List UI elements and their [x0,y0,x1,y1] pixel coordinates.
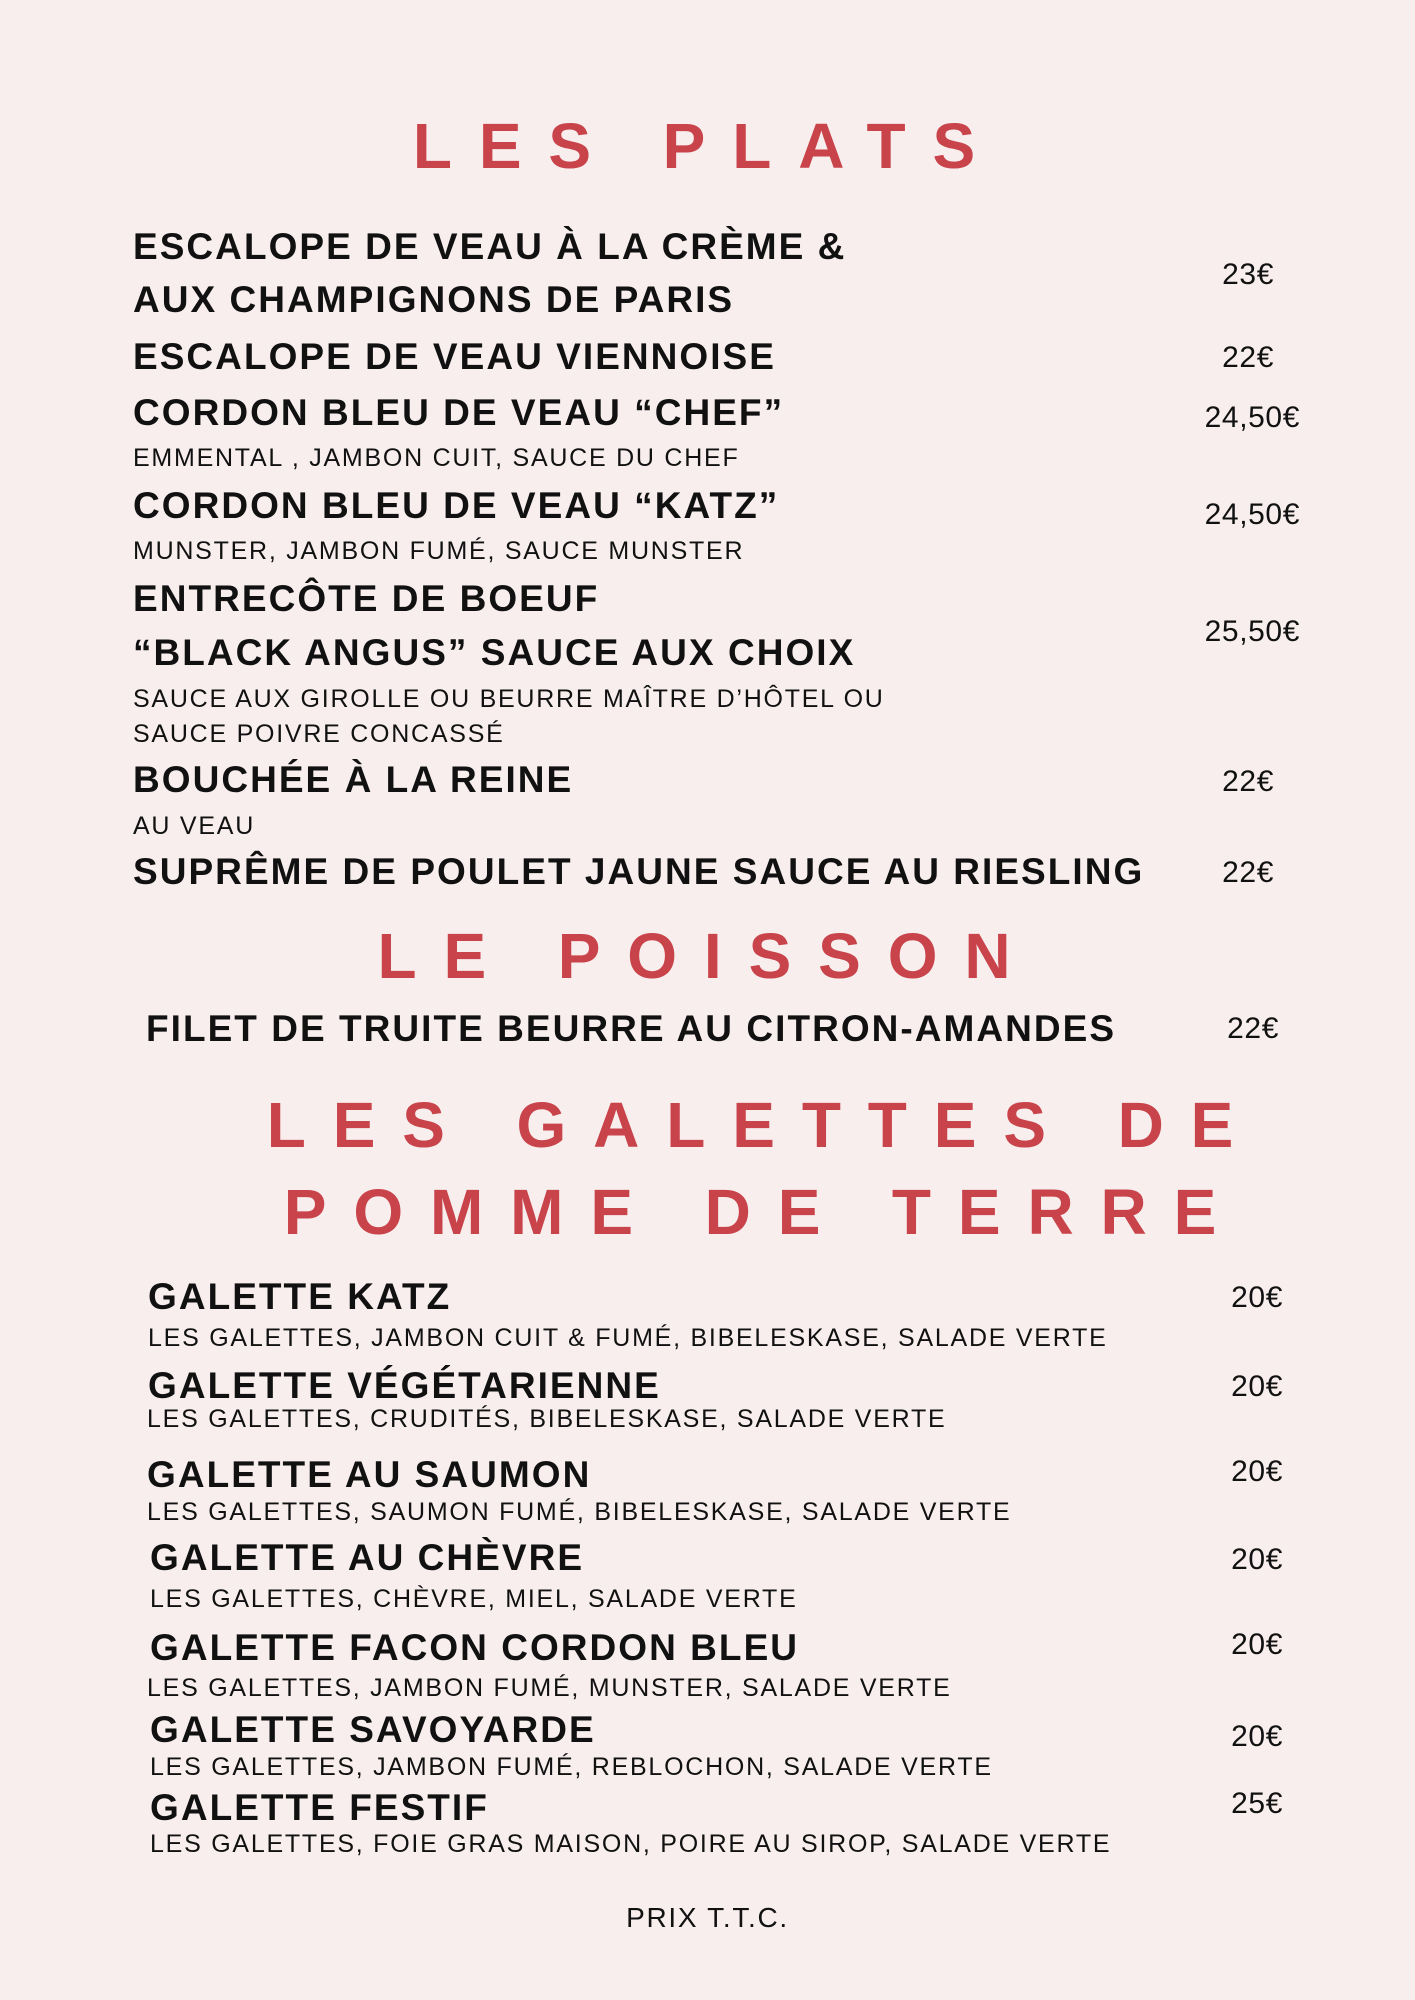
dish-name: CORDON BLEU DE VEAU “CHEF” [133,392,785,433]
dish-name: AUX CHAMPIGNONS DE PARIS [133,279,735,320]
galette-name: GALETTE FESTIF [150,1787,489,1828]
dish-description: AU VEAU [133,812,256,840]
galette-price: 25€ [1231,1787,1283,1820]
dish-price: 22€ [1222,341,1274,374]
dish-description: MUNSTER, JAMBON FUMÉ, SAUCE MUNSTER [133,537,745,565]
dish-price: 22€ [1227,1012,1279,1045]
section-title-galettes-line2: POMME DE TERRE [283,1176,1244,1248]
dish-price: 22€ [1222,765,1274,798]
galette-price: 20€ [1231,1628,1283,1661]
galette-description: LES GALETTES, SAUMON FUMÉ, BIBELESKASE, SALADE VERTE [147,1498,1012,1526]
dish-name: FILET DE TRUITE BEURRE AU CITRON-AMANDES [146,1008,1117,1049]
galette-name: GALETTE FACON CORDON BLEU [150,1627,800,1668]
section-title-poisson: LE POISSON [377,920,1038,992]
galette-name: GALETTE AU SAUMON [147,1454,592,1495]
section-title-plats: LES PLATS [412,110,1003,182]
dish-name: SUPRÊME DE POULET JAUNE SAUCE AU RIESLING [133,851,1145,892]
dish-price: 24,50€ [1204,401,1300,434]
galette-price: 20€ [1231,1543,1283,1576]
galette-description: LES GALETTES, JAMBON FUMÉ, REBLOCHON, SALADE VERTE [150,1753,993,1781]
galette-price: 20€ [1231,1370,1283,1403]
galette-description: LES GALETTES, JAMBON CUIT & FUMÉ, BIBELESKASE, SALADE VERTE [148,1324,1108,1352]
dish-description: EMMENTAL , JAMBON CUIT, SAUCE DU CHEF [133,444,740,472]
dish-name: BOUCHÉE À LA REINE [133,759,574,800]
dish-price: 23€ [1222,258,1274,291]
dish-description: SAUCE AUX GIROLLE OU BEURRE MAÎTRE D’HÔTEL OU [133,685,885,713]
section-title-galettes-line1: LES GALETTES DE [266,1089,1261,1161]
dish-price: 24,50€ [1204,498,1300,531]
footer-prix-ttc: PRIX T.T.C. [626,1902,789,1933]
galette-description: LES GALETTES, CRUDITÉS, BIBELESKASE, SALADE VERTE [147,1405,947,1433]
dish-description: SAUCE POIVRE CONCASSÉ [133,720,505,748]
galette-price: 20€ [1231,1720,1283,1753]
galette-price: 20€ [1231,1455,1283,1488]
galette-description: LES GALETTES, JAMBON FUMÉ, MUNSTER, SALADE VERTE [147,1674,952,1702]
dish-name: ENTRECÔTE DE BOEUF [133,578,600,619]
galette-price: 20€ [1231,1281,1283,1314]
galette-name: GALETTE AU CHÈVRE [150,1537,585,1578]
dish-name: CORDON BLEU DE VEAU “KATZ” [133,485,780,526]
dish-name: ESCALOPE DE VEAU VIENNOISE [133,336,776,377]
galette-name: GALETTE SAVOYARDE [150,1709,596,1750]
galette-name: GALETTE KATZ [148,1276,452,1317]
dish-price: 22€ [1222,856,1274,889]
galette-description: LES GALETTES, CHÈVRE, MIEL, SALADE VERTE [150,1585,798,1613]
galette-name: GALETTE VÉGÉTARIENNE [148,1365,661,1406]
dish-name: ESCALOPE DE VEAU À LA CRÈME & [133,226,847,267]
dish-price: 25,50€ [1204,615,1300,648]
galette-description: LES GALETTES, FOIE GRAS MAISON, POIRE AU SIROP, SALADE VERTE [150,1830,1112,1858]
dish-name: “BLACK ANGUS” SAUCE AUX CHOIX [133,632,856,673]
